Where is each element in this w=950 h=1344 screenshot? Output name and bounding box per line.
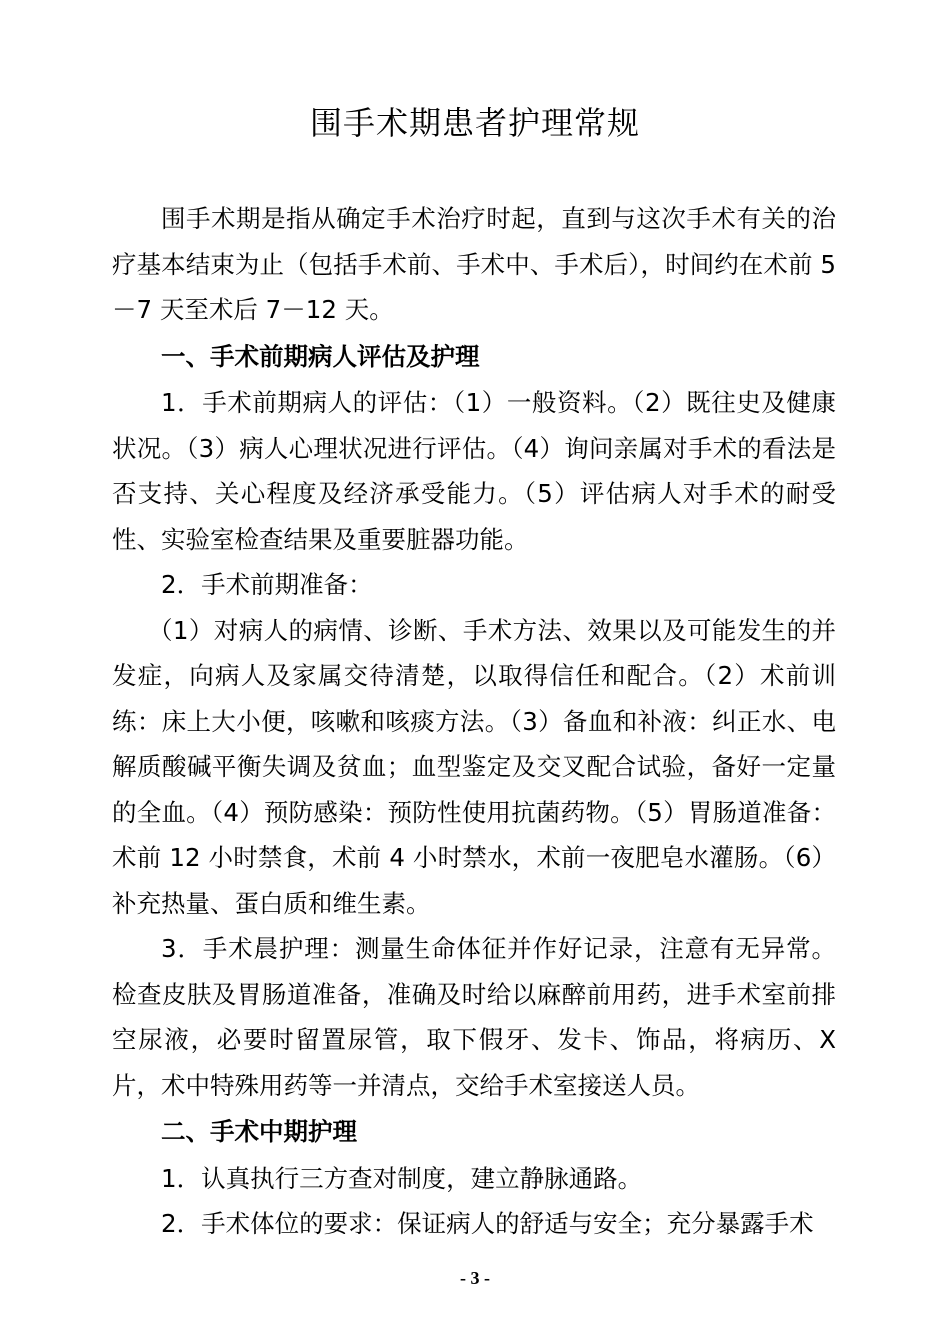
document-title: 围手术期患者护理常规 bbox=[309, 104, 640, 142]
paragraph-preparation-details: （1）对病人的病情、诊断、手术方法、效果以及可能发生的并发症，向病人及家属交待清楚，以取得信任和配合。（2）术前训练：床上大小便，咳嗽和咳痰方法。（3）备血和补液：纠正水、电解质酸碱平衡失调及贫血；血型鉴定及交叉配合试验，备好一定量的全血。（4）预防感染：预防性使用抗菌药物。（5）胃肠道准备： 术前 12 小时禁食，术前 4 小时禁水，术前一夜肥皂水灌肠。（6）补充热量、蛋白质和维生素。 bbox=[112, 615, 836, 918]
paragraph-intro: 围手术期是指从确定手术治疗时起，直到与这次手术有关的治疗基本结束为止（包括手术前、手术中、手术后），时间约在术前 5－7 天至术后 7－12 天。 bbox=[112, 204, 836, 324]
document-body bbox=[112, 196, 836, 1247]
section-heading-intraoperative: 二、手术中期护理 bbox=[161, 1117, 357, 1146]
page-number: - 3 - bbox=[460, 1268, 490, 1288]
paragraph-assessment: 1．手术前期病人的评估：（1）一般资料。（2）既往史及健康状况。（3）病人心理状况进行评估。（4）询问亲属对手术的看法是否支持、关心程度及经济承受能力。（5）评估病人对手术的耐受性、实验室检查结果及重要脏器功能。 bbox=[112, 388, 836, 554]
section-heading-preoperative: 一、手术前期病人评估及护理 bbox=[161, 341, 480, 371]
paragraph-morning-care: 3．手术晨护理：测量生命体征并作好记录，注意有无异常。检查皮肤及胃肠道准备，准确及时给以麻醉前用药，进手术室前排空尿液，必要时留置尿管，取下假牙、发卡、饰品，将病历、X 片，术中特殊用药等一并清点，交给手术室接送人员。 bbox=[112, 934, 836, 1100]
paragraph-preparation-heading: 2．手术前期准备： bbox=[161, 570, 373, 599]
paragraph-positioning: 2．手术体位的要求：保证病人的舒适与安全；充分暴露手术 bbox=[161, 1209, 814, 1238]
paragraph-verification: 1．认真执行三方查对制度，建立静脉通路。 bbox=[161, 1163, 643, 1193]
